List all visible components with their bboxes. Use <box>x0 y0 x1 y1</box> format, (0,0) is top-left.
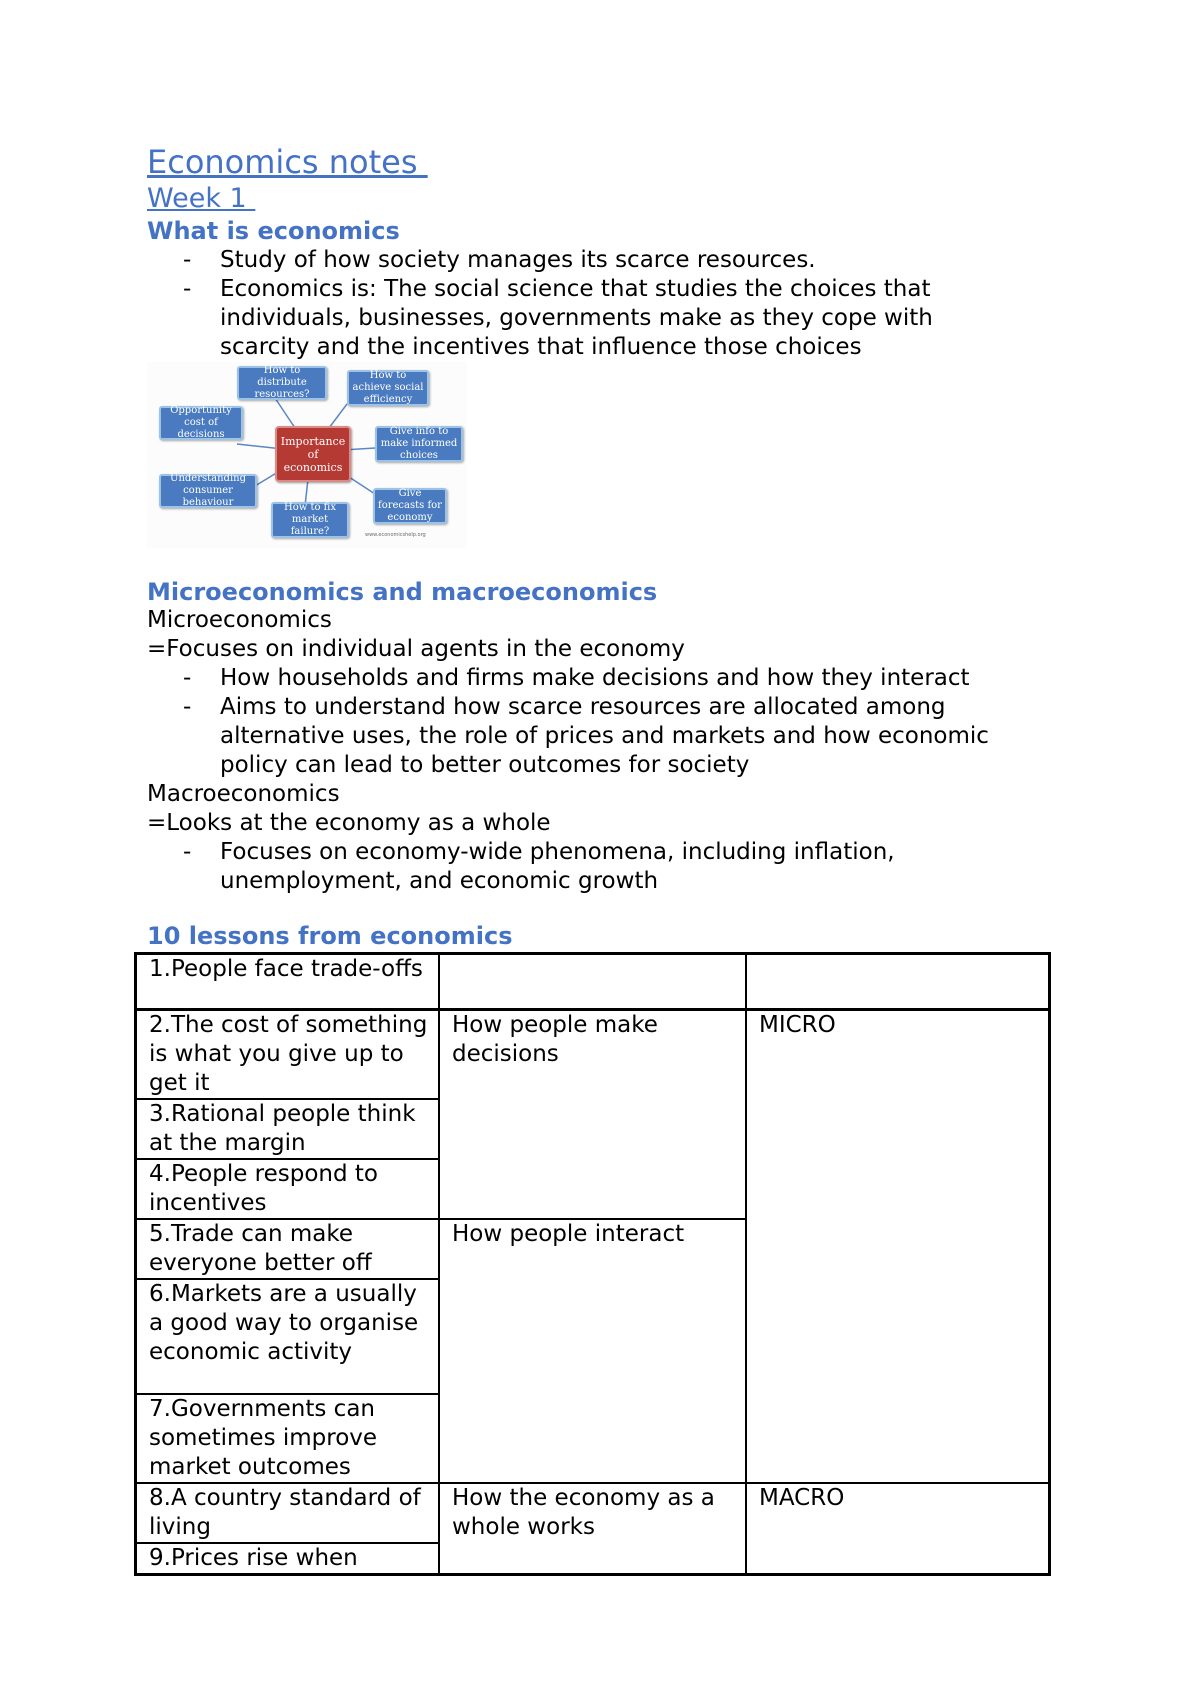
section-heading-micro-macro: Microeconomics and macroeconomics <box>147 578 658 606</box>
scope-cell: MICRO <box>746 1010 1050 1484</box>
diagram-node: Give info to make informed choices <box>375 426 463 462</box>
bullet-text: Aims to understand how scarce resources are allocated among alternative uses, the role of prices and markets and how economic policy can lead to better outcomes for society <box>220 694 989 778</box>
diagram-node: How to fix market failure? <box>271 502 349 538</box>
lesson-cell: 2.The cost of something is what you give up to get it <box>136 1010 440 1100</box>
group-cell <box>439 954 746 1010</box>
section-heading-what-is-economics: What is economics <box>147 217 400 245</box>
diagram-node: Understanding consumer behaviour <box>159 474 257 508</box>
lesson-cell: 8.A country standard of living <box>136 1483 440 1543</box>
bullet-text: How households and firms make decisions and how they interact <box>220 665 970 691</box>
bullet-dash: - <box>183 247 192 273</box>
macro-label: Macroeconomics <box>147 781 340 807</box>
bullet-dash: - <box>183 694 192 720</box>
lesson-cell: 6.Markets are a usually a good way to organise economic activity <box>136 1279 440 1394</box>
lesson-cell: 3.Rational people think at the margin <box>136 1099 440 1159</box>
bullet-text: Focuses on economy-wide phenomena, including inflation, unemployment, and economic growth <box>220 839 895 894</box>
table-row <box>136 1010 1050 1100</box>
table-row <box>136 1483 1050 1543</box>
bullet-text: Study of how society manages its scarce resources. <box>220 247 816 273</box>
scope-cell: MACRO <box>746 1483 1050 1575</box>
micro-label: Microeconomics <box>147 607 332 633</box>
lesson-cell: 4.People respond to incentives <box>136 1159 440 1219</box>
group-cell: How the economy as a whole works <box>439 1483 746 1575</box>
diagram-node: How to achieve social efficiency <box>347 370 429 406</box>
week-heading: Week 1 <box>147 183 256 214</box>
section-heading-10-lessons: 10 lessons from economics <box>147 922 513 950</box>
bullet-dash: - <box>183 276 192 302</box>
group-cell: How people interact <box>439 1219 746 1483</box>
scope-cell <box>746 954 1050 1010</box>
diagram-credit: www.economicshelp.org <box>365 532 426 538</box>
macro-definition: =Looks at the economy as a whole <box>147 810 551 836</box>
diagram-node: How to distribute resources? <box>237 366 327 400</box>
lesson-cell: 5.Trade can make everyone better off <box>136 1219 440 1279</box>
group-cell: How people make decisions <box>439 1010 746 1220</box>
diagram-node: Give forecasts for economy <box>373 488 447 524</box>
importance-of-economics-diagram <box>147 362 467 548</box>
lesson-cell: 9.Prices rise when <box>136 1543 440 1575</box>
bullet-dash: - <box>183 665 192 691</box>
table-row <box>136 954 1050 1010</box>
diagram-node: Opportunity cost of decisions <box>159 406 243 440</box>
lesson-cell: 1.People face trade-offs <box>136 954 440 1010</box>
lesson-cell: 7.Governments can sometimes improve market outcomes <box>136 1394 440 1483</box>
bullet-text: Economics is: The social science that studies the choices that individuals, businesses, governments make as they cope with scarcity and the incentives that influence those choices <box>220 276 933 360</box>
bullet-dash: - <box>183 839 192 865</box>
page-title: Economics notes <box>147 143 428 181</box>
micro-definition: =Focuses on individual agents in the economy <box>147 636 685 662</box>
diagram-center-node: Importance of economics <box>275 426 351 482</box>
lessons-table <box>134 952 1051 1576</box>
